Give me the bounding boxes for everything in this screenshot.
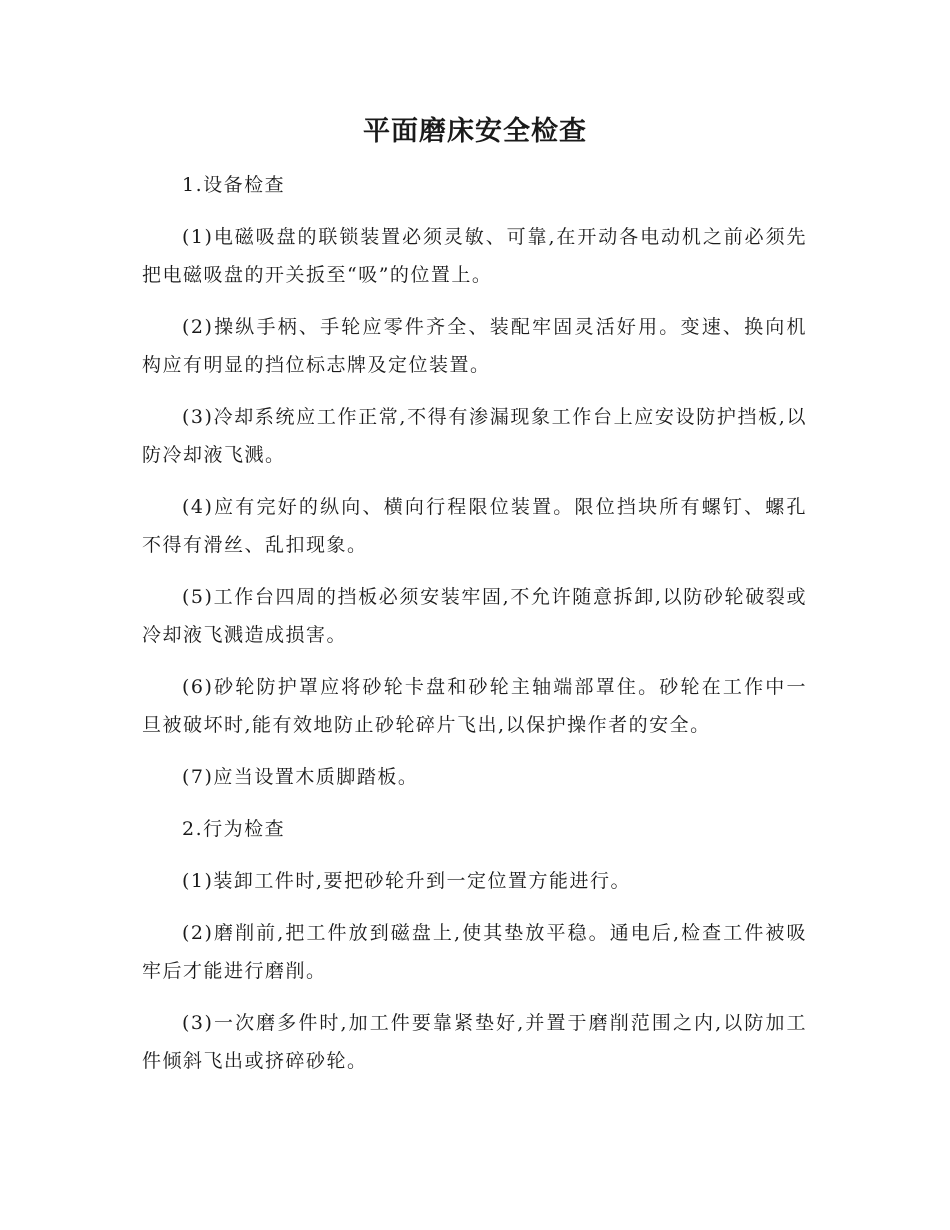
paragraph: (7)应当设置木质脚踏板。 — [182, 766, 419, 788]
paragraph: (3)冷却系统应工作正常,不得有渗漏现象工作台上应安设防护挡板,以防冷却液飞溅。 — [142, 406, 807, 466]
paragraph: (6)砂轮防护罩应将砂轮卡盘和砂轮主轴端部罩住。砂轮在工作中一旦被破坏时,能有效地防止砂轮碎片飞出,以保护操作者的安全。 — [142, 676, 807, 736]
paragraph: (2)磨削前,把工件放到磁盘上,使其垫放平稳。通电后,检查工件被吸牢后才能进行磨削。 — [142, 922, 807, 982]
paragraph: (1)装卸工件时,要把砂轮升到一定位置方能进行。 — [182, 870, 631, 892]
section-heading-equipment: 1.设备检查 — [182, 174, 286, 196]
document-body — [142, 166, 807, 1094]
paragraph: (1)电磁吸盘的联锁装置必须灵敏、可靠,在开动各电动机之前必须先把电磁吸盘的开关扳至“吸”的位置上。 — [142, 226, 807, 286]
section-heading-behavior: 2.行为检查 — [182, 818, 286, 840]
paragraph: (4)应有完好的纵向、横向行程限位装置。限位挡块所有螺钉、螺孔不得有滑丝、乱扣现象。 — [142, 496, 807, 556]
document-title: 平面磨床安全检查 — [363, 116, 587, 147]
paragraph: (5)工作台四周的挡板必须安装牢固,不允许随意拆卸,以防砂轮破裂或冷却液飞溅造成损害。 — [142, 586, 807, 646]
paragraph: (2)操纵手柄、手轮应零件齐全、装配牢固灵活好用。变速、换向机构应有明显的挡位标志牌及定位装置。 — [142, 316, 807, 376]
paragraph: (3)一次磨多件时,加工件要靠紧垫好,并置于磨削范围之内,以防加工件倾斜飞出或挤碎砂轮。 — [142, 1012, 807, 1072]
